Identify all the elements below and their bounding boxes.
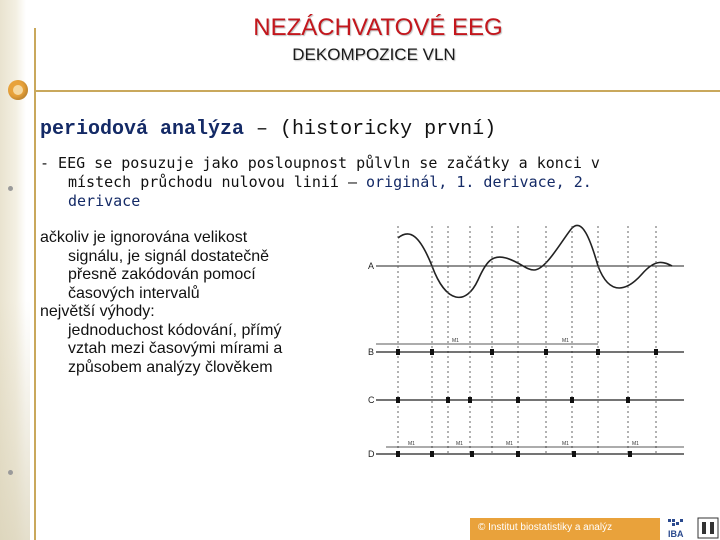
- muni-logo: [698, 518, 718, 538]
- side-dot: [8, 470, 13, 475]
- institute-logos: [664, 516, 720, 540]
- signal-waveform: [398, 225, 672, 297]
- interval-label: M1: [632, 441, 639, 447]
- footer-bar: [470, 518, 660, 540]
- interval-label: M1: [562, 338, 569, 344]
- note-line: časových intervalů: [68, 284, 200, 302]
- note-line: signálu, je signál dostatečně: [68, 247, 270, 265]
- description-paragraph: [40, 154, 690, 211]
- crossing-guides: [398, 226, 656, 456]
- interval-label: M1: [408, 441, 415, 447]
- header-rule: [34, 90, 720, 92]
- heading-rest: – (historicky první): [244, 118, 497, 141]
- paragraph-line-3: derivace: [68, 192, 141, 210]
- interval-label: M1: [452, 338, 459, 344]
- paragraph-line-2-text: místech průchodu nulovou linií –: [68, 173, 367, 191]
- orange-circle-ornament: [8, 80, 28, 100]
- iba-logo-text: IBA: [668, 529, 684, 539]
- note-line: ačkoliv je ignorována velikost: [40, 229, 248, 246]
- row-label-d: D: [368, 449, 375, 459]
- paragraph-line-2-highlight: originál, 1. derivace, 2.: [366, 173, 592, 191]
- note-line: způsobem analýzy člověkem: [68, 358, 273, 376]
- interval-label: M1: [506, 441, 513, 447]
- interval-label: M1: [456, 441, 463, 447]
- notes-block: [40, 229, 282, 377]
- note-line: přesně zakódován pomocí: [68, 266, 256, 283]
- side-dot: [8, 186, 13, 191]
- row-label-c: C: [368, 395, 375, 405]
- iba-logo: [668, 519, 684, 539]
- interval-ticks: [396, 349, 658, 457]
- note-line: vztah mezi časovými mírami a: [68, 340, 283, 357]
- slide-subtitle: DEKOMPOZICE VLN: [292, 45, 456, 64]
- interval-label: M1: [562, 441, 569, 447]
- row-label-a: A: [368, 261, 375, 271]
- paragraph-line-1: - EEG se posuzuje jako posloupnost půlvln se začátky a konci v: [40, 154, 600, 172]
- note-line: jednoduchost kódování, přímý: [68, 321, 282, 339]
- heading-bold: periodová analýza: [40, 118, 245, 141]
- note-line: největší výhody:: [40, 303, 155, 320]
- section-heading: [40, 118, 496, 141]
- row-label-b: B: [368, 347, 375, 357]
- vertical-rule-body: [34, 92, 36, 540]
- paragraph-line-2: [40, 173, 690, 192]
- wave-decomposition-figure: [366, 218, 686, 468]
- slide-title: NEZÁCHVATOVÉ EEG: [253, 14, 503, 41]
- left-band-shade: [0, 300, 30, 540]
- footer-copyright: © Institut biostatistiky a analýz: [478, 522, 613, 533]
